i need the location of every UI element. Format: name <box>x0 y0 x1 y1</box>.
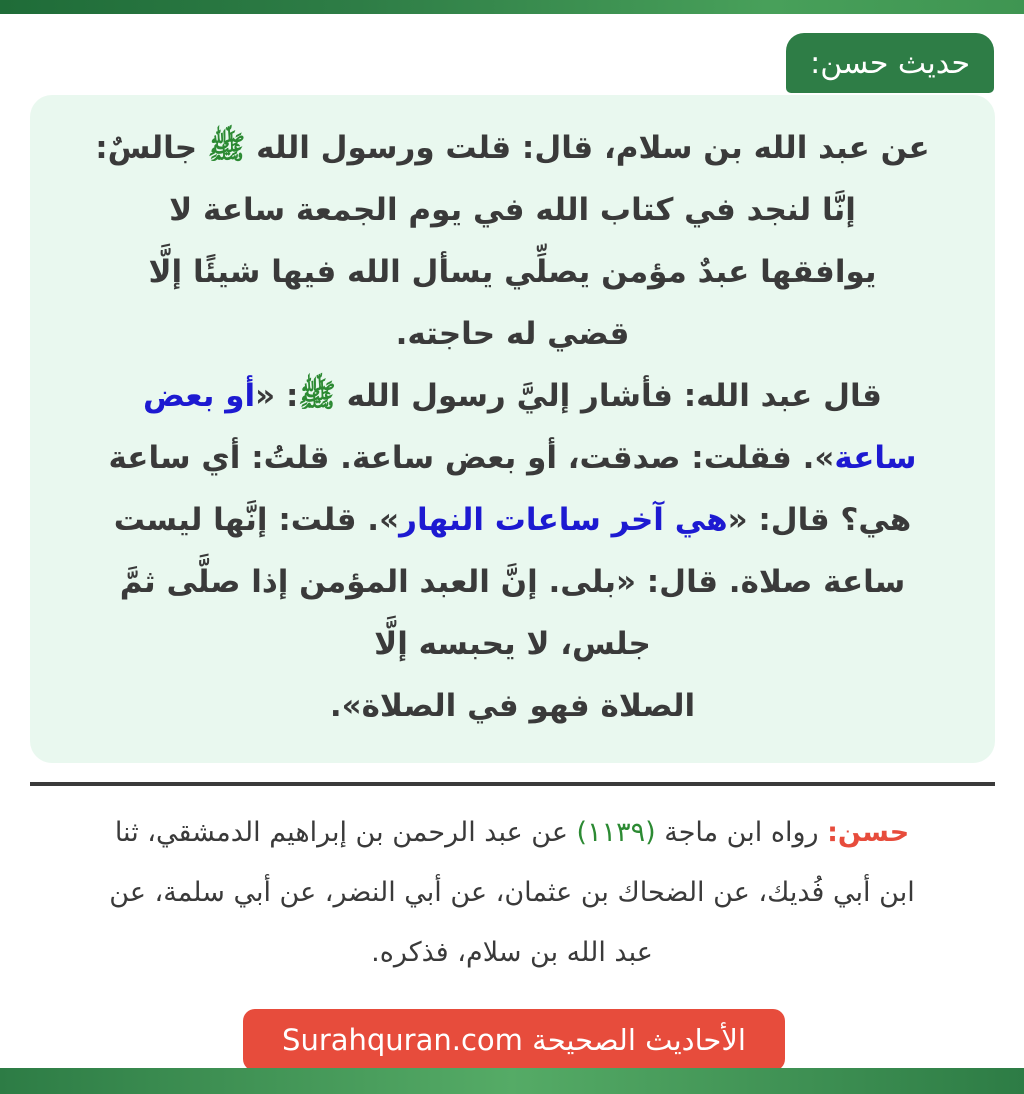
text-segment: رواه ابن ماجة <box>655 817 828 848</box>
grade-label: حسن: <box>827 817 910 848</box>
text-segment: ابن أبي فُديك، عن الضحاك بن عثمان، عن أبي النضر، عن أبي سلمة، عن <box>109 877 915 908</box>
text-segment: أو بعض <box>143 378 256 414</box>
surahquran-site-button[interactable]: الأحاديث الصحيحة Surahquran.com <box>243 1009 785 1071</box>
text-segment: : « <box>255 378 299 414</box>
text-line <box>30 803 994 863</box>
text-line <box>58 675 967 737</box>
hadith-text <box>58 117 967 737</box>
text-segment: عبد الله بن سلام، فذكره. <box>371 937 653 968</box>
text-line <box>58 303 967 365</box>
text-segment: ». قلت: إنَّها ليست <box>113 502 400 538</box>
text-line <box>58 241 967 303</box>
text-line <box>58 117 967 179</box>
footer-accent-bar <box>0 1068 1024 1094</box>
salawat-symbol: ﷺ <box>298 378 336 414</box>
text-segment: قال عبد الله: فأشار إليَّ رسول الله <box>335 378 882 414</box>
attribution-text <box>30 803 994 983</box>
text-segment: عن عبد الرحمن بن إبراهيم الدمشقي، ثنا <box>114 817 577 848</box>
text-line <box>30 863 994 923</box>
hadith-box <box>30 95 995 763</box>
text-segment: هي؟ قال: « <box>727 502 912 538</box>
text-segment: الصلاة فهو في الصلاة». <box>329 688 696 724</box>
salawat-symbol: ﷺ <box>207 130 246 166</box>
hadith-grade-badge: حديث حسن: <box>786 33 994 93</box>
text-segment: عن عبد الله بن سلام، قال: قلت ورسول الله <box>245 130 930 166</box>
text-segment: جلس، لا يحبسه إلَّا <box>374 626 651 662</box>
text-line <box>58 613 967 675</box>
text-line <box>58 179 967 241</box>
text-line <box>58 489 967 551</box>
text-segment: هي آخر ساعات النهار <box>399 502 728 538</box>
text-line <box>58 427 967 489</box>
text-segment: يوافقها عبدٌ مؤمن يصلِّي يسأل الله فيها شيئًا إلَّا <box>148 254 877 290</box>
text-segment: قضي له حاجته. <box>395 316 630 352</box>
text-segment: ساعة <box>834 440 917 476</box>
top-accent-bar <box>0 0 1024 14</box>
hadith-number: (١١٣٩) <box>576 817 656 848</box>
text-segment: ». فقلت: صدقت، أو بعض ساعة. قلتُ: أي ساعة <box>108 440 835 476</box>
text-line <box>58 551 967 613</box>
text-segment: ساعة صلاة. قال: «بلى. إنَّ العبد المؤمن إذا صلَّى ثمَّ <box>119 564 906 600</box>
text-line <box>30 923 994 983</box>
text-line <box>58 365 967 427</box>
text-segment: إنَّا لنجد في كتاب الله في يوم الجمعة ساعة لا <box>169 192 856 228</box>
text-segment: جالسٌ: <box>95 130 208 166</box>
separator-line <box>30 782 995 786</box>
